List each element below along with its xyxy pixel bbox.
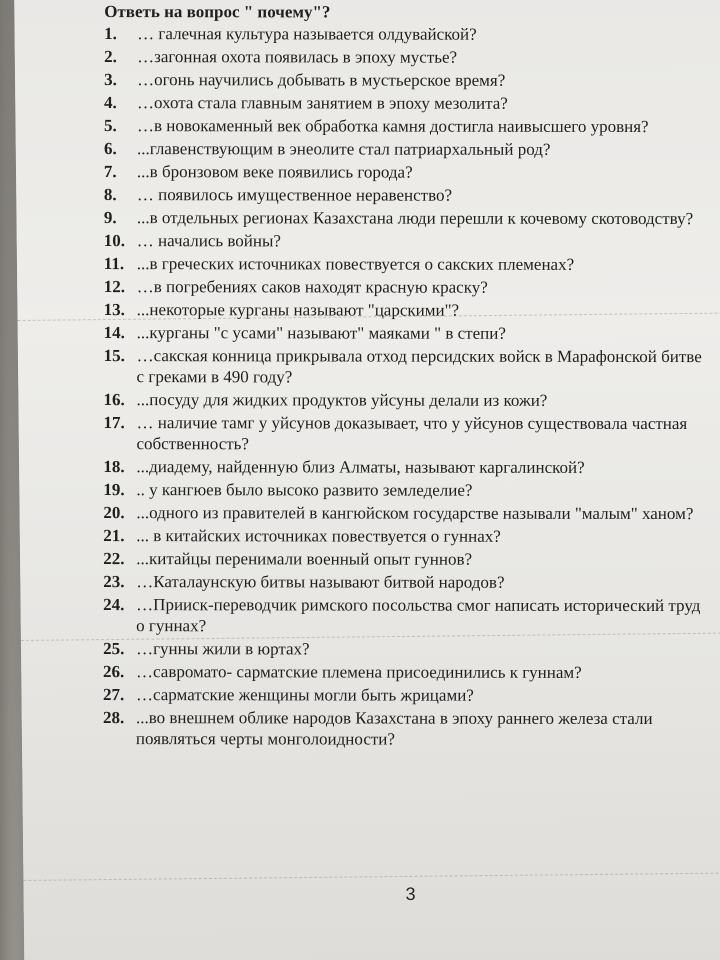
question-item: [104, 207, 704, 229]
question-item: [103, 661, 703, 683]
question-text: …огонь научились добывать в мустьерское время?: [137, 70, 506, 90]
question-text: ... в китайских источниках повествуется о гуннах?: [136, 526, 501, 546]
question-number: 6.: [103, 139, 117, 159]
question-number: 1.: [104, 24, 117, 44]
question-item: [104, 184, 704, 206]
question-text: …загонная охота появилась в эпоху мустье?: [137, 47, 458, 67]
question-item: [104, 230, 704, 252]
question-number: 19.: [103, 480, 125, 500]
question-item: [103, 525, 703, 547]
question-text: .. у кангюев было высоко развито земледелие?: [136, 480, 473, 500]
question-item: [103, 707, 703, 750]
question-text: …в погребениях саков находят красную краску?: [136, 277, 488, 297]
question-item: [104, 92, 704, 114]
question-item: [103, 684, 703, 706]
question-text: … начались войны?: [136, 231, 281, 251]
question-number: 26.: [103, 662, 125, 682]
question-item: [103, 638, 703, 660]
fold-line: [23, 872, 720, 881]
question-number: 17.: [103, 413, 125, 433]
question-number: 10.: [103, 231, 126, 251]
question-text: … наличие тамг у уйсунов доказывает, что у уйсунов существовала частная собственность?: [136, 413, 688, 454]
page-heading: Ответь на вопрос " почему"?: [104, 2, 331, 22]
question-number: 20.: [103, 503, 125, 523]
question-text: … галечная культура называется олдувайской?: [137, 24, 477, 44]
question-number: 4.: [104, 93, 117, 113]
question-item: [103, 502, 703, 524]
question-number: 7.: [103, 162, 117, 182]
question-text: …сакская конница прикрывала отход персидских войск в Марафонской битве с греками в 490 году?: [136, 346, 702, 387]
question-number: 25.: [103, 639, 125, 659]
question-number: 13.: [103, 300, 125, 320]
question-number: 21.: [103, 526, 125, 546]
question-text: ...в бронзовом веке появились города?: [136, 162, 413, 182]
question-item: [103, 412, 703, 455]
question-item: [103, 456, 703, 478]
question-item: [104, 276, 704, 298]
question-number: 22.: [103, 549, 125, 569]
question-text: ...некоторые курганы называют "царскими"?: [136, 300, 460, 320]
question-number: 2.: [104, 47, 117, 67]
question-number: 23.: [103, 572, 125, 592]
question-text: ...одного из правителей в кангюйском государстве называли "малым" ханом?: [136, 503, 694, 524]
question-text: ...китайцы перенимали военный опыт гуннов?: [136, 549, 473, 569]
question-text: ...в греческих источниках повествуется о сакских племенах?: [136, 254, 575, 274]
question-item: [104, 322, 704, 344]
question-number: 28.: [102, 708, 125, 728]
question-item: [104, 69, 704, 91]
question-text: … появилось имущественное неравенство?: [136, 185, 453, 205]
question-text: ...во внешнем облике народов Казахстана в эпоху раннего железа стали появляться черты монголоидности?: [135, 708, 653, 749]
question-text: …Прииск-переводчик римского посольства смог написать исторический труд о гуннах?: [136, 595, 701, 636]
question-number: 8.: [103, 185, 117, 205]
question-text: ...диадему, найденную близ Алматы, называют каргалинской?: [136, 457, 585, 477]
question-text: …сарматские женщины могли быть жрицами?: [135, 685, 474, 705]
question-item: [103, 594, 703, 637]
question-number: 11.: [103, 254, 125, 274]
question-number: 15.: [103, 346, 125, 366]
question-item: [104, 138, 704, 160]
question-item: [104, 46, 704, 68]
question-item: [104, 115, 704, 137]
question-item: [104, 299, 704, 321]
question-item: [103, 479, 703, 501]
question-number: 18.: [103, 457, 125, 477]
question-text: ...в отдельных регионах Казахстана люди перешли к кочевому скотоводству?: [136, 208, 694, 229]
question-item: [103, 571, 703, 593]
question-item: [104, 389, 704, 411]
question-text: …в новокаменный век обработка камня достигла наивысшего уровня?: [136, 116, 649, 137]
question-item: [104, 345, 704, 388]
question-text: …савромато- сарматские племена присоединились к гуннам?: [136, 662, 582, 682]
question-text: …гунны жили в юртах?: [136, 639, 310, 659]
paper-sheet: [14, 0, 720, 960]
question-text: …Каталаунскую битвы называют битвой народов?: [136, 572, 505, 592]
question-number: 3.: [104, 70, 117, 90]
question-item: [104, 253, 704, 275]
question-item: [104, 161, 704, 183]
question-item: [104, 23, 704, 45]
question-text: …охота стала главным занятием в эпоху мезолита?: [137, 93, 508, 113]
question-list: [103, 1, 704, 752]
page-number: 3: [405, 883, 416, 904]
question-item: [103, 548, 703, 570]
question-text: ...посуду для жидких продуктов уйсуны делали из кожи?: [136, 390, 548, 410]
question-number: 5.: [103, 116, 117, 136]
question-number: 16.: [103, 390, 125, 410]
questions-container: [103, 23, 704, 750]
question-number: 27.: [102, 685, 125, 705]
question-text: ...главенствующим в энеолите стал патриархальный род?: [136, 139, 551, 159]
question-text: ...курганы "с усами" называют" маяками " в степи?: [136, 323, 506, 343]
question-number: 9.: [103, 208, 117, 228]
question-number: 14.: [103, 323, 125, 343]
question-number: 24.: [103, 595, 125, 615]
question-number: 12.: [103, 277, 125, 297]
